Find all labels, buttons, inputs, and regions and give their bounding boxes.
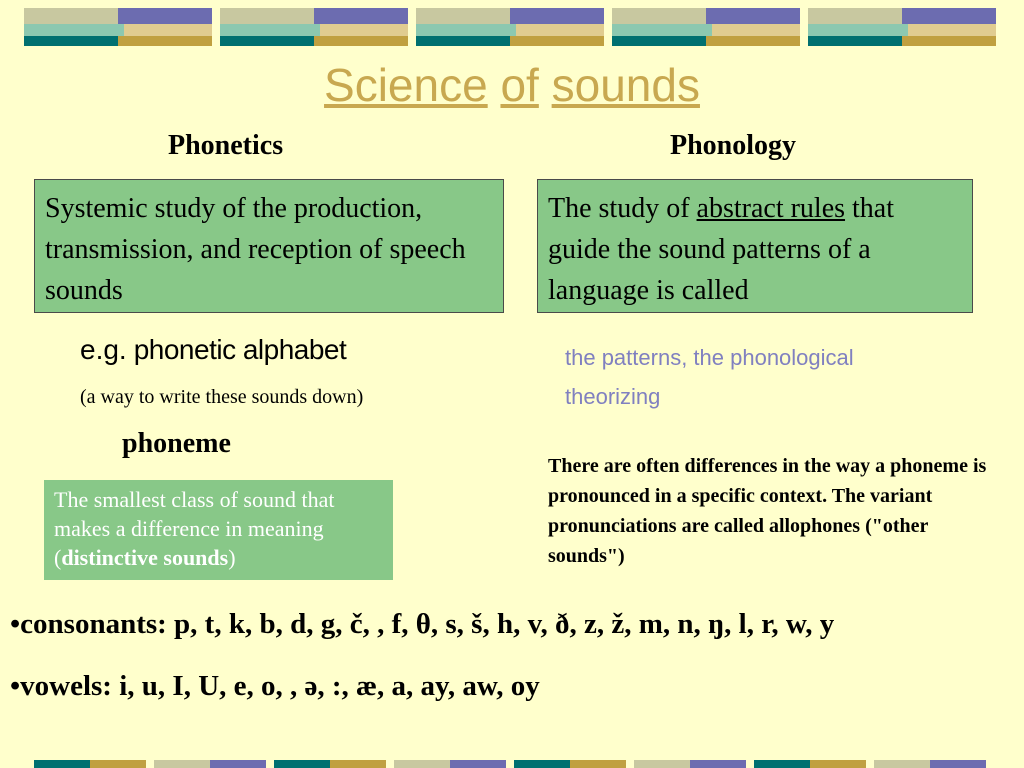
phonology-heading: Phonology [670, 130, 797, 161]
banner-tile [416, 8, 604, 46]
phonology-answer: the patterns, the phonological theorizing [565, 345, 854, 409]
consonants-bullet: •consonants: p, t, k, b, d, g, č, , f, θ, s, š, h, v, ð, z, ž, m, n, ŋ, l, r, w, y [10, 608, 835, 640]
phonetics-example-note: (a way to write these sounds down) [80, 386, 364, 408]
title-word-of[interactable]: of [500, 59, 539, 111]
phonetics-definition-box [34, 179, 504, 313]
phoneme-def-part2: ) [228, 545, 236, 570]
slide-title [0, 58, 1024, 112]
banner-tile [220, 8, 408, 46]
phoneme-heading: phoneme [122, 428, 231, 459]
title-word-science[interactable]: Science [324, 59, 488, 111]
phonetics-heading: Phonetics [168, 130, 284, 161]
vowels-bullet: •vowels: i, u, I, U, e, o, , ə, :, æ, a, ay, aw, oy [10, 670, 540, 702]
example-term: phonetic alphabet [133, 334, 347, 365]
phoneme-def-part1: The smallest class of sound that makes a difference in meaning ( [54, 487, 335, 570]
phonetics-definition: Systemic study of the production, transmission, and reception of speech sounds [45, 193, 466, 306]
distinctive-sounds: distinctive sounds [61, 545, 229, 570]
phonology-definition-box [537, 179, 973, 313]
banner-tile [612, 8, 800, 46]
example-prefix: e.g. [80, 334, 127, 365]
banner-tile [24, 8, 212, 46]
allophone-note: There are often differences in the way a phoneme is pronounced in a specific context. The variant pronunciations are called allophones ("other sounds") [548, 455, 987, 567]
phonetics-example [80, 334, 346, 367]
abstract-rules-link[interactable]: abstract rules [696, 193, 846, 224]
phonology-def-part1: The study of [548, 193, 697, 224]
title-word-sounds[interactable]: sounds [551, 59, 700, 111]
banner-tile [808, 8, 996, 46]
phonology-def-part2: that guide the sound patterns of a language is called [548, 193, 895, 306]
phoneme-definition-box [44, 480, 393, 580]
